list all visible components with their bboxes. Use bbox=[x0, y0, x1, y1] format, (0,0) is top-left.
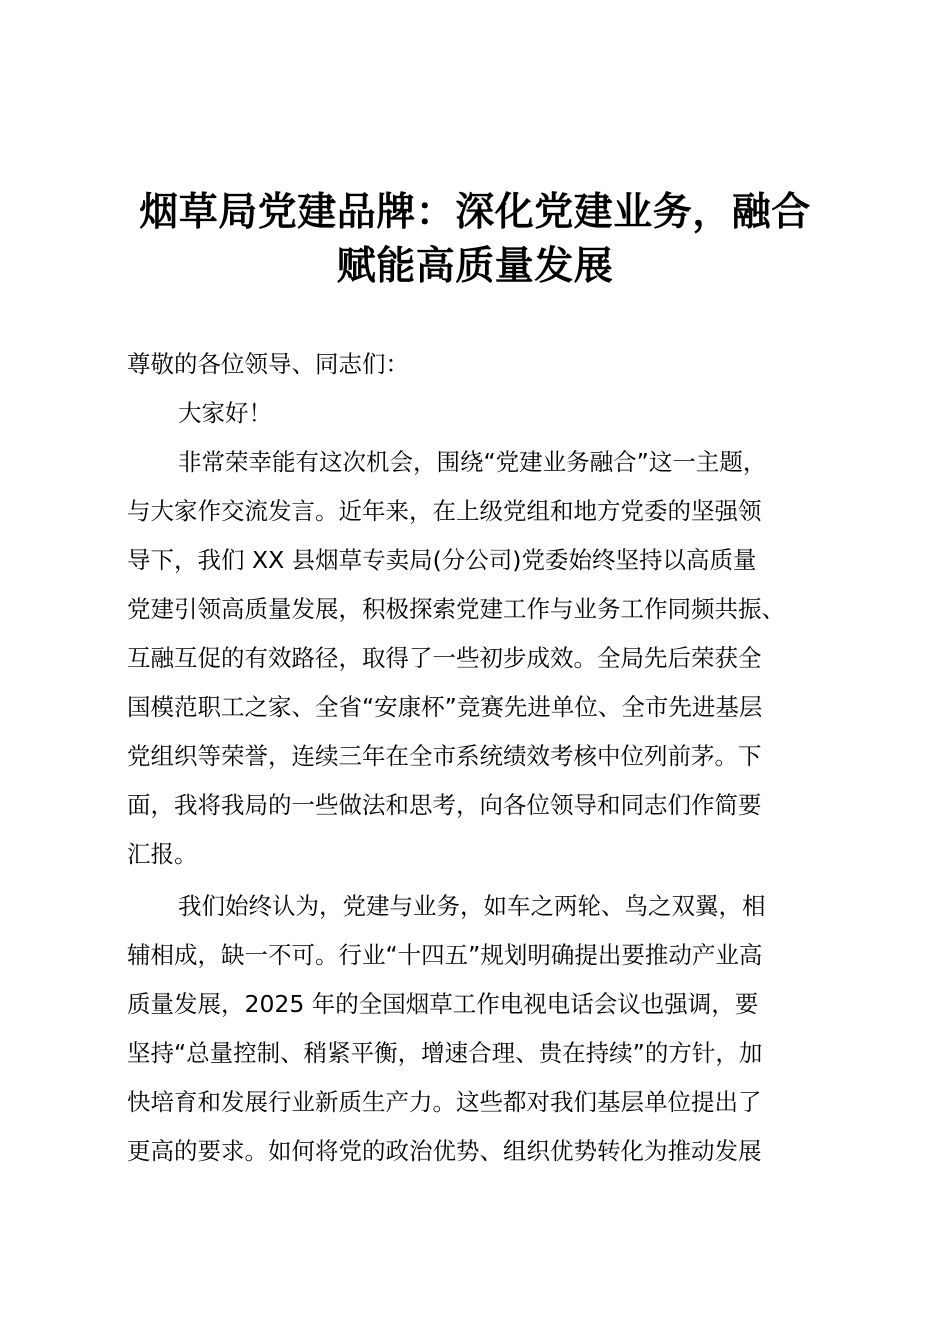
paragraph-line: 国模范职工之家、全省“安康杯”竞赛先进单位、全市先进基层 bbox=[127, 693, 763, 721]
paragraph-line: 汇报。 bbox=[127, 840, 198, 868]
paragraph-line: 导下，我们 XX 县烟草专卖局(分公司)党委始终坚持以高质量 bbox=[127, 546, 757, 574]
paragraph-line: 辅相成，缺一不可。行业“十四五”规划明确提出要推动产业高 bbox=[127, 941, 763, 969]
paragraph-line: 更高的要求。如何将党的政治优势、组织优势转化为推动发展 bbox=[127, 1137, 762, 1165]
document-body bbox=[127, 340, 827, 1176]
paragraph-line: 党建引领高质量发展，积极探索党建工作与业务工作同频共振、 bbox=[127, 595, 785, 623]
paragraph-line: 快培育和发展行业新质生产力。这些都对我们基层单位提出了 bbox=[127, 1088, 762, 1116]
paragraph-line: 互融互促的有效路径，取得了一些初步成效。全局先后荣获全 bbox=[127, 644, 762, 672]
paragraph-2 bbox=[127, 882, 827, 1176]
paragraph-line: 我们始终认为，党建与业务，如车之两轮、鸟之双翼，相 bbox=[178, 892, 766, 920]
greeting: 大家好！ bbox=[178, 399, 272, 427]
paragraph-line: 坚持“总量控制、稍紧平衡，增速合理、贵在持续”的方针，加 bbox=[127, 1039, 763, 1067]
document-title bbox=[100, 185, 850, 293]
paragraph-line: 面，我将我局的一些做法和思考，向各位领导和同志们作简要 bbox=[127, 791, 762, 819]
paragraph-line: 与大家作交流发言。近年来，在上级党组和地方党委的坚强领 bbox=[127, 497, 762, 525]
paragraph-line: 党组织等荣誉，连续三年在全市系统绩效考核中位列前茅。下 bbox=[127, 742, 762, 770]
paragraph-line: 质量发展，2025 年的全国烟草工作电视电话会议也强调，要 bbox=[127, 990, 759, 1018]
title-line-1: 烟草局党建品牌：深化党建业务，融合 bbox=[139, 189, 811, 235]
paragraph-1 bbox=[127, 438, 827, 879]
salutation: 尊敬的各位领导、同志们： bbox=[127, 350, 409, 378]
paragraph-line: 非常荣幸能有这次机会，围绕“党建业务融合”这一主题， bbox=[178, 448, 767, 476]
title-line-2: 赋能高质量发展 bbox=[336, 243, 614, 289]
